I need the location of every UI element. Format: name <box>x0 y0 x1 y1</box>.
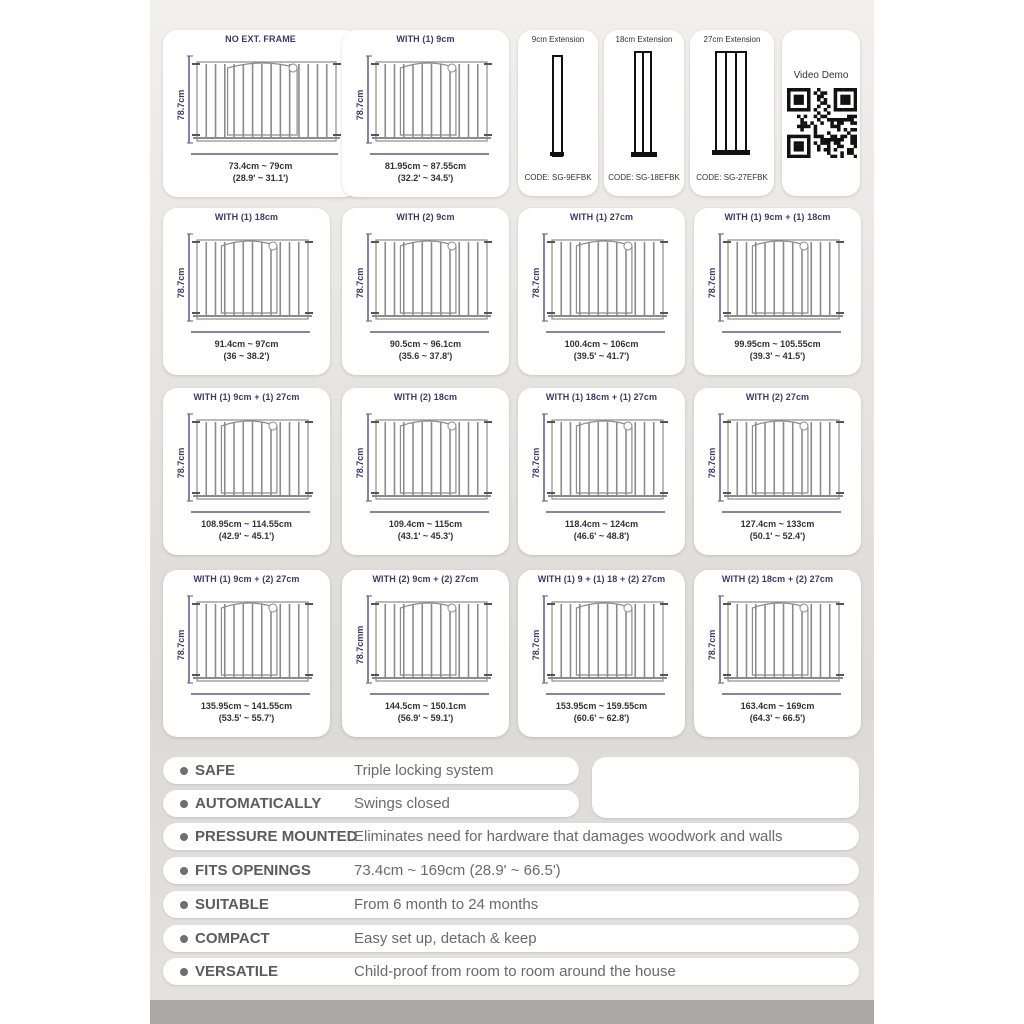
gate-config-card <box>342 570 509 737</box>
width-range-cm: 163.4cm ~ 169cm <box>740 701 815 711</box>
gate-config-card <box>518 570 685 737</box>
height-label: 78.7cm <box>707 267 717 299</box>
feature-value: Swings closed <box>354 795 450 812</box>
gate-illustration <box>542 226 669 331</box>
width-range-inch: (39.3' ~ 41.5') <box>749 351 806 361</box>
height-label: 78.7cm <box>176 267 186 299</box>
height-label: 78.7cm <box>531 267 541 299</box>
config-title: WITH (1) 9cm + (2) 27cm <box>193 574 300 584</box>
gate-config-card <box>163 388 330 555</box>
config-title: WITH (2) 9cm + (2) 27cm <box>372 574 479 584</box>
config-title: WITH (2) 9cm <box>396 212 455 222</box>
width-dimension-line <box>191 151 346 157</box>
gate-config-card <box>163 30 358 197</box>
extension-code: CODE: SG-18EFBK <box>608 173 680 182</box>
feature-value: Eliminates need for hardware that damages woodwork and walls <box>354 828 783 845</box>
height-label: 78.7cm <box>176 447 186 479</box>
feature-row <box>163 958 859 985</box>
feature-value: Easy set up, detach & keep <box>354 930 537 947</box>
gate-config-card <box>694 208 861 375</box>
width-range-cm: 90.5cm ~ 96.1cm <box>389 339 462 349</box>
config-title: WITH (1) 9 + (1) 18 + (2) 27cm <box>537 574 666 584</box>
gate-config-card <box>163 570 330 737</box>
gate-illustration <box>366 588 493 693</box>
width-range-cm: 99.95cm ~ 105.55cm <box>734 339 821 349</box>
config-title: WITH (1) 9cm <box>396 34 455 44</box>
feature-value: From 6 month to 24 months <box>354 896 539 913</box>
feature-key: AUTOMATICALLY <box>195 795 322 812</box>
gate-illustration <box>718 588 845 693</box>
width-range-inch: (35.6 ~ 37.8') <box>398 351 453 361</box>
gate-illustration <box>187 406 314 511</box>
width-range-cm: 118.4cm ~ 124cm <box>564 519 639 529</box>
gate-illustration <box>366 226 493 331</box>
width-dimension-line <box>546 509 673 515</box>
bullet-icon <box>180 800 188 808</box>
height-label: 78.7cm <box>176 629 186 661</box>
config-title: WITH (1) 9cm + (1) 27cm <box>193 392 300 402</box>
feature-value: Child-proof from room to room around the house <box>354 963 676 980</box>
extension-title: 27cm Extension <box>703 35 761 44</box>
width-dimension-line <box>722 691 849 697</box>
height-label: 78.7cm <box>355 89 365 121</box>
height-label: 78.7cm <box>531 447 541 479</box>
width-dimension-line <box>722 329 849 335</box>
height-label: 78.7cmm <box>355 625 365 665</box>
config-title: WITH (1) 9cm + (1) 18cm <box>724 212 831 222</box>
height-label: 78.7cm <box>355 267 365 299</box>
feature-key: PRESSURE MOUNTED <box>195 828 358 845</box>
config-title: NO EXT. FRAME <box>225 34 296 44</box>
extension-18cm-icon <box>629 48 661 178</box>
width-range-inch: (43.1' ~ 45.3') <box>397 531 454 541</box>
feature-row <box>163 790 579 817</box>
width-dimension-line <box>546 329 673 335</box>
gate-illustration <box>542 588 669 693</box>
feature-key: SUITABLE <box>195 896 269 913</box>
gate-illustration <box>366 48 493 153</box>
bullet-icon <box>180 935 188 943</box>
width-range-inch: (50.1' ~ 52.4') <box>749 531 806 541</box>
width-dimension-line <box>191 509 318 515</box>
height-label: 78.7cm <box>707 447 717 479</box>
config-title: WITH (1) 27cm <box>569 212 634 222</box>
width-range-cm: 153.95cm ~ 159.55cm <box>555 701 648 711</box>
feature-row <box>163 891 859 918</box>
gate-config-card <box>342 388 509 555</box>
gate-illustration <box>187 226 314 331</box>
extension-card-27cm <box>690 30 774 196</box>
height-label: 78.7cm <box>176 89 186 121</box>
feature-key: VERSATILE <box>195 963 279 980</box>
feature-key: COMPACT <box>195 930 270 947</box>
footer-bar <box>150 1000 874 1024</box>
width-dimension-line <box>191 691 318 697</box>
gate-config-card <box>163 208 330 375</box>
bullet-icon <box>180 968 188 976</box>
gate-config-card <box>518 388 685 555</box>
config-title: WITH (1) 18cm <box>214 212 279 222</box>
width-dimension-line <box>722 509 849 515</box>
feature-key: FITS OPENINGS <box>195 862 311 879</box>
extension-title: 9cm Extension <box>531 35 585 44</box>
extension-9cm-icon <box>548 52 570 172</box>
extension-title: 18cm Extension <box>615 35 673 44</box>
qr-code-icon[interactable] <box>787 88 857 158</box>
height-label: 78.7cm <box>355 447 365 479</box>
width-dimension-line <box>546 691 673 697</box>
width-range-inch: (53.5' ~ 55.7') <box>218 713 275 723</box>
feature-row <box>163 757 579 784</box>
width-dimension-line <box>370 509 497 515</box>
feature-value: 73.4cm ~ 169cm (28.9' ~ 66.5') <box>354 862 561 879</box>
width-range-inch: (39.5' ~ 41.7') <box>573 351 630 361</box>
extension-card-18cm <box>604 30 684 196</box>
bullet-icon <box>180 867 188 875</box>
width-range-cm: 108.95cm ~ 114.55cm <box>201 519 292 529</box>
gate-config-card <box>342 30 509 197</box>
width-dimension-line <box>370 329 497 335</box>
gate-config-card <box>342 208 509 375</box>
width-dimension-line <box>370 151 497 157</box>
width-range-inch: (56.9' ~ 59.1') <box>397 713 454 723</box>
gate-config-card <box>518 208 685 375</box>
feature-value: Triple locking system <box>354 762 494 779</box>
bullet-icon <box>180 767 188 775</box>
config-title: WITH (2) 27cm <box>745 392 810 402</box>
feature-row <box>163 925 859 952</box>
height-label: 78.7cm <box>707 629 717 661</box>
width-range-inch: (36 ~ 38.2') <box>223 351 270 361</box>
extension-card-9cm <box>518 30 598 196</box>
config-title: WITH (1) 18cm + (1) 27cm <box>545 392 658 402</box>
height-label: 78.7cm <box>531 629 541 661</box>
extension-code: CODE: SG-9EFBK <box>524 173 592 182</box>
gate-illustration <box>542 406 669 511</box>
gate-illustration <box>718 406 845 511</box>
width-range-cm: 81.95cm ~ 87.55cm <box>384 161 467 171</box>
feature-row <box>163 823 859 850</box>
width-range-inch: (60.6' ~ 62.8') <box>573 713 630 723</box>
blank-panel <box>592 757 859 818</box>
extension-27cm-icon <box>710 48 754 178</box>
config-title: WITH (2) 18cm <box>393 392 458 402</box>
width-range-cm: 144.5cm ~ 150.1cm <box>384 701 467 711</box>
config-title: WITH (2) 18cm + (2) 27cm <box>721 574 834 584</box>
video-demo-title: Video Demo <box>793 70 849 81</box>
width-dimension-line <box>370 691 497 697</box>
bullet-icon <box>180 833 188 841</box>
feature-key: SAFE <box>195 762 236 779</box>
width-range-cm: 135.95cm ~ 141.55cm <box>200 701 293 711</box>
width-range-cm: 91.4cm ~ 97cm <box>214 339 279 349</box>
feature-row <box>163 857 859 884</box>
width-range-cm: 73.4cm ~ 79cm <box>228 161 293 171</box>
gate-illustration <box>718 226 845 331</box>
width-range-inch: (32.2' ~ 34.5') <box>397 173 454 183</box>
gate-config-card <box>694 388 861 555</box>
video-demo-card[interactable] <box>782 30 860 196</box>
width-range-cm: 100.4cm ~ 106cm <box>564 339 639 349</box>
extension-code: CODE: SG-27EFBK <box>696 173 768 182</box>
width-range-inch: (64.3' ~ 66.5') <box>749 713 806 723</box>
width-range-cm: 109.4cm ~ 115cm <box>388 519 463 529</box>
gate-illustration <box>187 588 314 693</box>
width-range-cm: 127.4cm ~ 133cm <box>740 519 815 529</box>
width-dimension-line <box>191 329 318 335</box>
width-range-inch: (28.9' ~ 31.1') <box>232 173 289 183</box>
width-range-inch: (46.6' ~ 48.8') <box>573 531 630 541</box>
gate-config-card <box>694 570 861 737</box>
width-range-inch: (42.9' ~ 45.1') <box>218 531 275 541</box>
gate-illustration <box>187 48 342 153</box>
gate-illustration <box>366 406 493 511</box>
bullet-icon <box>180 901 188 909</box>
